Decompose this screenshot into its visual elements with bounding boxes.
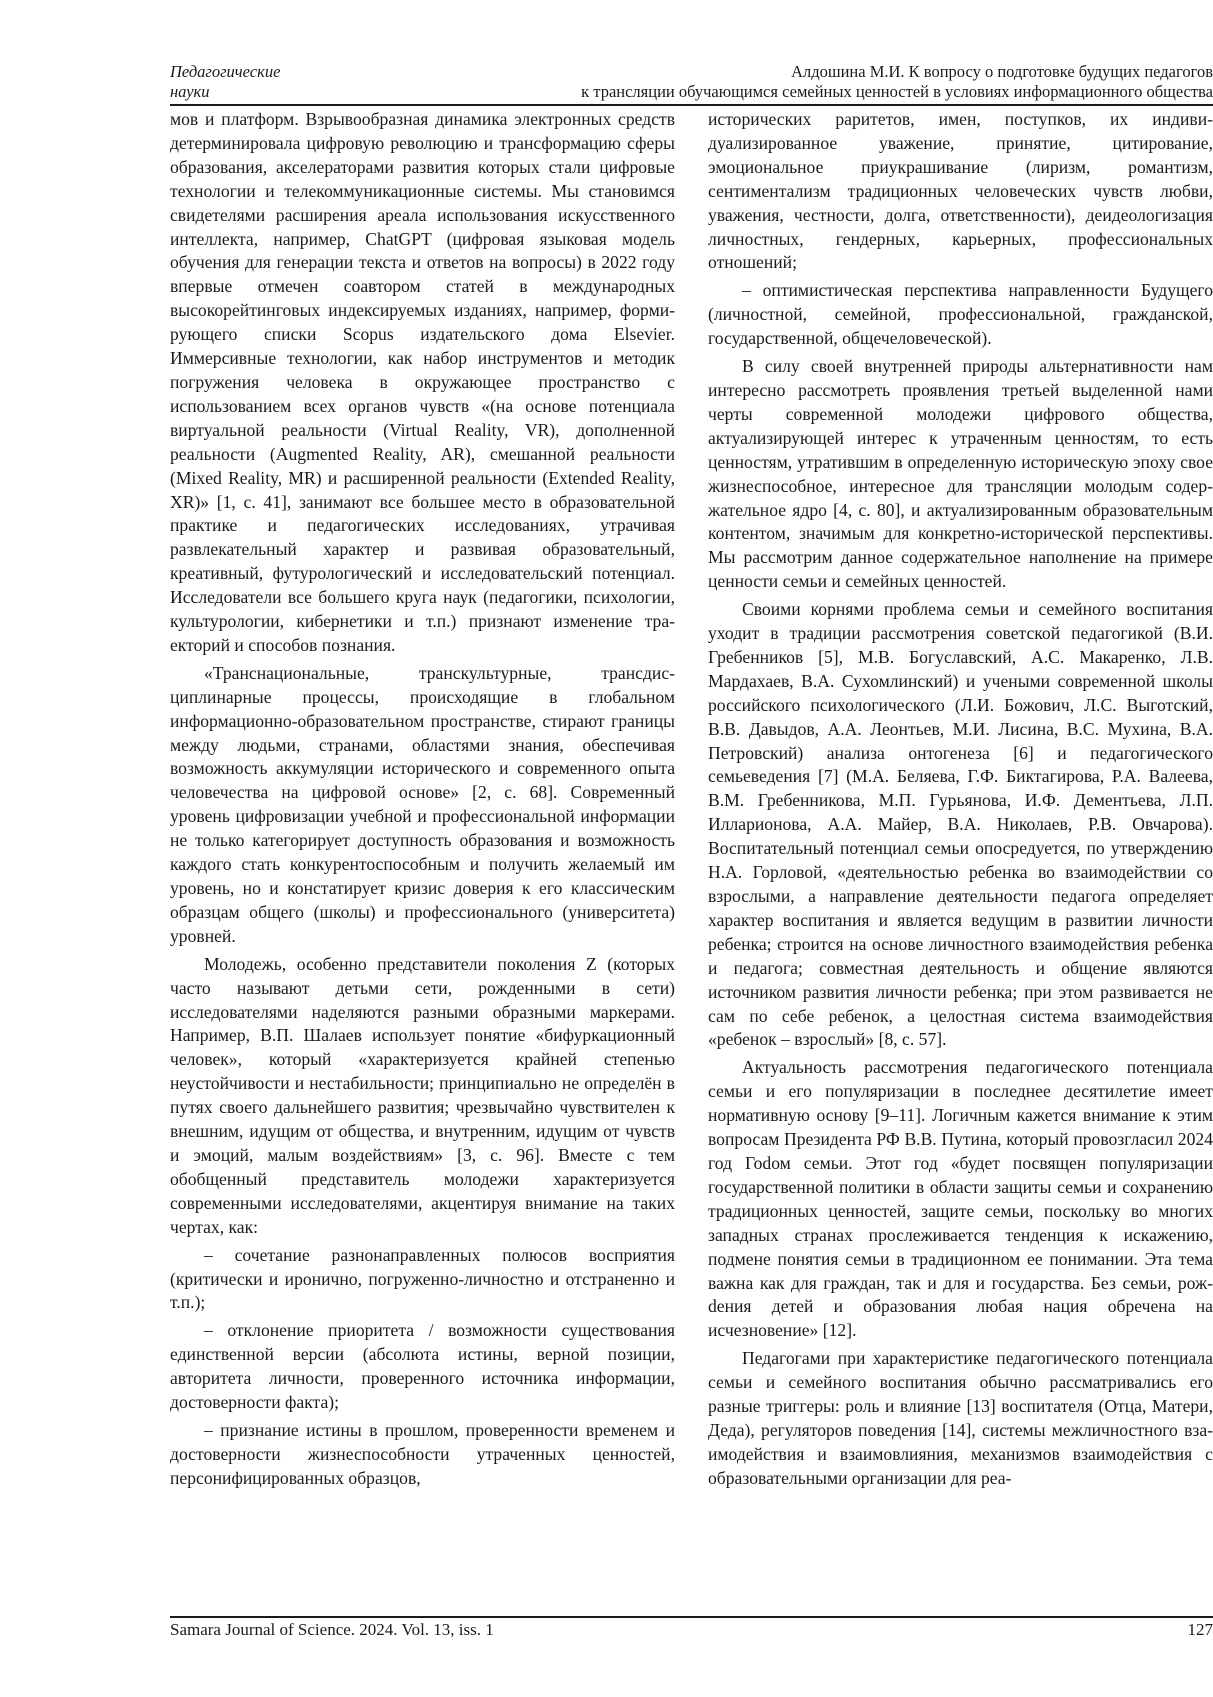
left-column (170, 108, 675, 1491)
paragraph: – отклонение приоритета / возможности существования единственной версии (абсолюта истины, верной позиции, авторитета личности, проверенного источника информации, достоверности факта); (170, 1320, 675, 1413)
right-column (708, 108, 1213, 1491)
paragraph: – оптимистическая перспектива направленности Будущего (личностной, семейной, профессиональной, гражданской, государственной, общечеловеческой). (708, 280, 1213, 349)
article-title-line1: Алдошина М.И. К вопросу о подготовке будущих педагогов (791, 62, 1213, 81)
article-running-title (581, 62, 1213, 102)
header-rule (170, 104, 1213, 106)
running-header (170, 60, 1213, 106)
journal-citation: Samara Journal of Science. 2024. Vol. 13, iss. 1 (170, 1620, 494, 1639)
page-number: 127 (1187, 1620, 1213, 1639)
page (170, 60, 1213, 1488)
paragraph: Актуальность рассмотрения педагогического потенциала семьи и его популяризации в последнее десятилетие имеет нормативную основу [9–11]. Логичным кажется внимание к этим вопросам Президента РФ В.В. Путина, который провозгласил 2024 год Гоdом семьи. Этот год «будет посвящен популяризации государственной политики в области защиты семьи и сохранению традиционных ценностей, защите семьи, поскольку во многих западных странах прослеживается тенденция к искажению, подмене понятия семьи в традиционном ее понимании. Эта тема важна как для граждан, так и для и государства. Без семьи, рожdения детей и образования любая нация обречена на исчезновение» [12]. (708, 1057, 1213, 1341)
paragraph: мов и платформ. Взрывообразная динамика электронных средств детерминировала цифровую революцию и трансформацию сферы образования, акселераторами развития которых стали цифровые технологии и телекоммуникационные системы. Мы становимся свидетелями расширения ареала использования искусственного интеллекта, например, ChatGPT (цифровая языковая модель обучения для генерации текста и ответов на вопросы) в 2022 году впервые отмечен соавтором статей в международных высокорейтинговых индексируемых изданиях, например, формирующего списки Scopus издательского дома Elsevier. Иммерсивные технологии, как набор инструментов и методик погружения человека в окружающее пространство с использованием всех органов чувств «(на основе потенциала виртуальной реальности (Virtual Reality, VR), дополненной реальности (Augmented Reality, AR), смешанной реальности (Mixed Reality, MR) и расширенной реальности (Extended Reality, XR)» [1, с. 41], занимают все большее место в образовательной практике и педагогических исследованиях, утрачивая развлекательный характер и развивая образовательный, креативный, футурологический и исследовательский потенциал. Исследователи все большего круга наук (педагогики, психологии, культурологии, кибернетики и т.п.) признают изменение траекторий и способов познания. (170, 109, 675, 655)
paragraph: Педагогами при характеристике педагогического потенциала семьи и семейного воспитания обычно рассматривались его разные триггеры: роль и влияние [13] воспитателя (Отца, Матери, Деда), регуляторов поведения [14], системы межличностного взаимодействия и взаимовлияния, механизмов взаимодействия с образовательными организации для реа- (708, 1348, 1213, 1488)
paragraph: «Транснациональные, транскультурные, трансдисциплинарные процессы, происходящие в глобальном информационно-образовательном пространстве, стирают границы между людьми, странами, областями знания, обеспечивая возможность аккумуляции исторического и современного опыта человечества на цифровой основе» [2, с. 68]. Современный уровень цифровизации учебной и профессиональной информации не только категорирует доступность образования и возможность каждого стать конкурентоспособным и получить желаемый им уровень, но и констатирует кризис доверия к его классическим образцам общего (школы) и профессионального (университета) уровней. (170, 662, 675, 946)
paragraph: В силу своей внутренней природы альтернативности нам интересно рассмотреть проявления третьей выделенной нами черты современной молодежи цифрового общества, актуализирующей интерес к утраченным ценностям, то есть ценностям, утратившим в определенную историческую эпоху свое жизнеспособное, интересное для трансляции молодым содержательное ядро [4, с. 80], и актуализированным образовательным контентом, значимым для конкретно-исторической перспективы. Мы рассмотрим данное содержательное наполнение на примере ценности семьи и семейных ценностей. (708, 356, 1213, 592)
paragraph: – признание истины в прошлом, проверенности временем и достоверности жизнеспособности утраченных ценностей, персонифицированных образцов, (170, 1419, 675, 1488)
page-footer (170, 1616, 1213, 1639)
paragraph: – сочетание разнонаправленных полюсов восприятия (критически и иронично, погруженно-личностно и отстраненно и т.п.); (170, 1244, 675, 1313)
section-label-line2: науки (170, 82, 210, 101)
section-label-line1: Педагогические (170, 62, 281, 81)
footer-rule (170, 1616, 1213, 1618)
paragraph: исторических раритетов, имен, поступков, их индивидуализированное уважение, принятие, цитирование, эмоциональное приукрашивание (лиризм, романтизм, сентиментализм традиционных человеческих чувств любви, уважения, честности, долга, ответственности), деидеологизация личностных, гендерных, карьерных, профессиональных отношений; (708, 109, 1213, 273)
paragraph: Молодежь, особенно представители поколения Z (которых часто называют детьми сети, рожденными в сети) исследователями наделяются разными образными маркерами. Например, В.П. Шалаев использует понятие «бифуркационный человек», который «характеризуется крайней степенью неустойчивости и нестабильности; принципиально не определён в путях своего дальнейшего развития; чрезвычайно чувствителен к внешним, идущим от общества, и внутренним, идущим от чувств и эмоций, малым воздействиям» [3, с. 96]. Вместе с тем обобщенный представитель молодежи характеризуется современными исследователями, акцентируя внимание на таких чертах, как: (170, 953, 675, 1237)
paragraph: Своими корнями проблема семьи и семейного воспитания уходит в традиции рассмотрения советской педагогикой (В.И. Гребенников [5], М.В. Богуславский, А.С. Макаренко, Л.В. Мардахаев, В.А. Сухомлинский) и учеными современной школы российского психологического (Л.И. Божович, Л.С. Выготский, В.В. Давыдов, А.А. Леонтьев, М.И. Лисина, В.С. Мухина, В.А. Петровский) анализа онтогенеза [6] и педагогического семьеведения [7] (М.А. Беляева, Г.Ф. Биктагирова, Р.А. Валеева, В.М. Гребенникова, М.П. Гурьянова, И.Ф. Дементьева, Л.П. Илларионова, А.А. Майер, В.А. Николаев, Р.В. Овчарова). Воспитательный потенциал семьи опосредуется, по утверждению Н.А. Горловой, «деятельностью ребенка во взаимодействии со взрослыми, а направление деятельности педагога определяет характер воспитания и является ведущим в развитии личности ребенка; строится на основе личностного взаимодействия ребенка и педагога; совместная деятельность и общение являются источником развития личности ребенка; при этом развивается не сам по себе ребенок, а целостная система взаимодействия «ребенок – взрослый» [8, с. 57]. (708, 599, 1213, 1050)
section-label (170, 62, 280, 102)
article-title-line2: к трансляции обучающимся семейных ценностей в условиях информационного общества (581, 82, 1213, 101)
